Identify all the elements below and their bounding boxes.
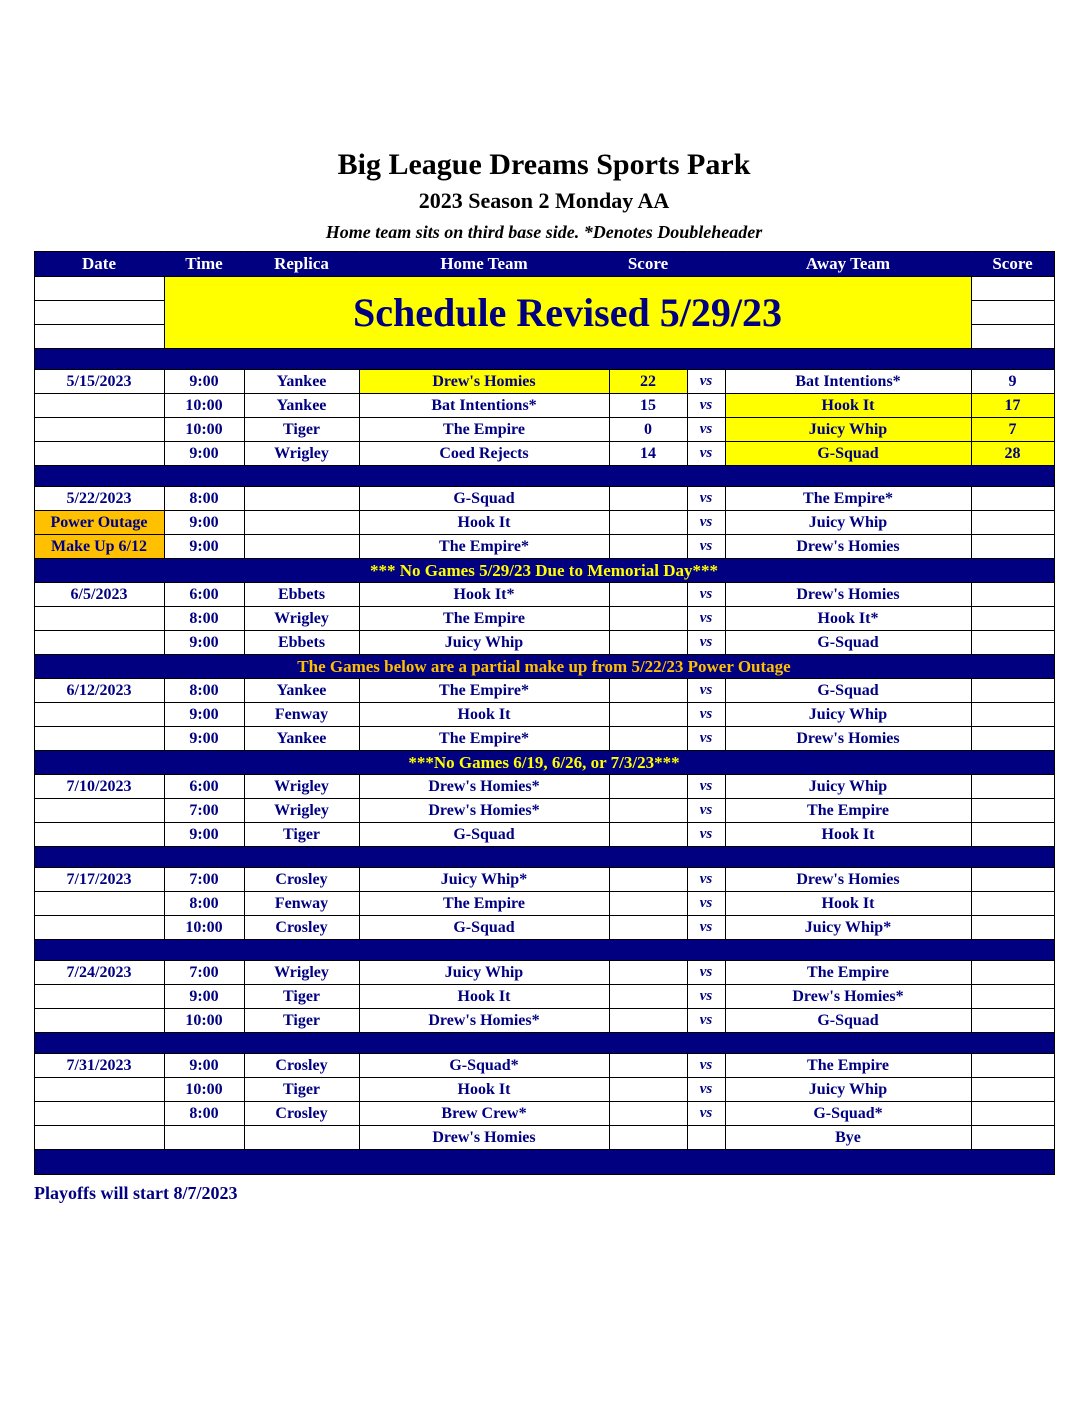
away-team-cell: G-Squad	[725, 679, 971, 703]
home-team-cell: G-Squad	[359, 916, 609, 940]
vs-cell: vs	[687, 703, 725, 727]
away-team-cell: G-Squad	[725, 631, 971, 655]
vs-cell: vs	[687, 1054, 725, 1078]
date-cell: 7/31/2023	[34, 1054, 164, 1078]
vs-cell: vs	[687, 892, 725, 916]
away-score-cell	[971, 1102, 1054, 1126]
col-header-time: Time	[164, 252, 244, 277]
away-team-cell: G-Squad*	[725, 1102, 971, 1126]
time-cell: 8:00	[164, 1102, 244, 1126]
away-score-cell	[971, 1009, 1054, 1033]
away-team-cell: Juicy Whip	[725, 703, 971, 727]
game-row	[34, 799, 1054, 823]
away-team-cell: Hook It	[725, 394, 971, 418]
time-cell: 10:00	[164, 1078, 244, 1102]
home-team-cell: Hook It	[359, 703, 609, 727]
home-team-cell: Coed Rejects	[359, 442, 609, 466]
away-score-cell: 9	[971, 370, 1054, 394]
notice-text: The Games below are a partial make up from 5/22/23 Power Outage	[34, 655, 1054, 679]
date-cell: 6/12/2023	[34, 679, 164, 703]
game-row	[34, 487, 1054, 511]
time-cell: 9:00	[164, 985, 244, 1009]
replica-cell	[244, 511, 359, 535]
home-score-cell: 15	[609, 394, 687, 418]
col-header-date: Date	[34, 252, 164, 277]
replica-cell: Tiger	[244, 985, 359, 1009]
home-score-cell	[609, 1078, 687, 1102]
replica-cell: Crosley	[244, 1102, 359, 1126]
replica-cell	[244, 1126, 359, 1150]
away-score-cell	[971, 535, 1054, 559]
vs-cell: vs	[687, 370, 725, 394]
home-score-cell	[609, 583, 687, 607]
away-score-cell	[971, 892, 1054, 916]
replica-cell: Tiger	[244, 1078, 359, 1102]
vs-cell: vs	[687, 961, 725, 985]
home-score-cell	[609, 607, 687, 631]
vs-cell: vs	[687, 985, 725, 1009]
empty-date-cell	[34, 277, 164, 301]
away-score-cell	[971, 583, 1054, 607]
home-score-cell: 14	[609, 442, 687, 466]
date-cell	[34, 1009, 164, 1033]
replica-cell: Fenway	[244, 703, 359, 727]
home-score-cell	[609, 1009, 687, 1033]
home-score-cell	[609, 823, 687, 847]
home-team-cell: Hook It	[359, 985, 609, 1009]
col-header-home-team: Home Team	[359, 252, 609, 277]
replica-cell: Wrigley	[244, 607, 359, 631]
col-header-away-score: Score	[971, 252, 1054, 277]
away-score-cell	[971, 961, 1054, 985]
away-team-cell: Drew's Homies	[725, 583, 971, 607]
notice-row	[34, 655, 1054, 679]
home-score-cell	[609, 775, 687, 799]
date-cell	[34, 1126, 164, 1150]
replica-cell: Crosley	[244, 916, 359, 940]
date-cell	[34, 394, 164, 418]
separator-bar	[34, 1033, 1054, 1054]
away-score-cell	[971, 487, 1054, 511]
game-row	[34, 511, 1054, 535]
home-score-cell	[609, 892, 687, 916]
away-team-cell: Hook It	[725, 892, 971, 916]
home-team-cell: The Empire*	[359, 727, 609, 751]
time-cell: 9:00	[164, 1054, 244, 1078]
time-cell: 8:00	[164, 679, 244, 703]
time-cell: 10:00	[164, 1009, 244, 1033]
replica-cell	[244, 487, 359, 511]
separator-bar	[34, 349, 1054, 370]
away-team-cell: Juicy Whip*	[725, 916, 971, 940]
date-cell: Power Outage	[34, 511, 164, 535]
replica-cell: Crosley	[244, 868, 359, 892]
date-cell	[34, 1078, 164, 1102]
away-score-cell	[971, 679, 1054, 703]
game-row	[34, 607, 1054, 631]
separator-row	[34, 847, 1054, 868]
game-row	[34, 703, 1054, 727]
home-team-cell: Juicy Whip	[359, 961, 609, 985]
home-score-cell: 22	[609, 370, 687, 394]
replica-cell: Yankee	[244, 727, 359, 751]
date-cell: 7/17/2023	[34, 868, 164, 892]
separator-bar	[34, 847, 1054, 868]
away-score-cell	[971, 703, 1054, 727]
date-cell	[34, 823, 164, 847]
away-score-cell	[971, 916, 1054, 940]
home-score-cell	[609, 916, 687, 940]
home-score-cell	[609, 487, 687, 511]
vs-cell: vs	[687, 442, 725, 466]
home-score-cell	[609, 1126, 687, 1150]
game-row	[34, 985, 1054, 1009]
date-cell	[34, 727, 164, 751]
date-cell: Make Up 6/12	[34, 535, 164, 559]
vs-cell: vs	[687, 394, 725, 418]
game-row	[34, 631, 1054, 655]
replica-cell: Wrigley	[244, 961, 359, 985]
vs-cell: vs	[687, 535, 725, 559]
col-header-home-score: Score	[609, 252, 687, 277]
separator-row	[34, 1150, 1054, 1175]
banner-row	[34, 277, 1054, 301]
vs-cell: vs	[687, 1102, 725, 1126]
away-score-cell	[971, 985, 1054, 1009]
separator-bar	[34, 466, 1054, 487]
replica-cell	[244, 535, 359, 559]
time-cell: 8:00	[164, 607, 244, 631]
game-row	[34, 1078, 1054, 1102]
separator-bar	[34, 940, 1054, 961]
time-cell: 7:00	[164, 961, 244, 985]
away-team-cell: The Empire	[725, 799, 971, 823]
empty-date-cell	[34, 301, 164, 325]
vs-cell: vs	[687, 679, 725, 703]
away-team-cell: Bye	[725, 1126, 971, 1150]
home-team-cell: Drew's Homies*	[359, 1009, 609, 1033]
home-score-cell	[609, 1102, 687, 1126]
separator-row	[34, 1033, 1054, 1054]
game-row	[34, 868, 1054, 892]
date-cell: 7/24/2023	[34, 961, 164, 985]
away-score-cell: 7	[971, 418, 1054, 442]
home-team-cell: The Empire*	[359, 535, 609, 559]
home-team-cell: G-Squad	[359, 487, 609, 511]
game-row	[34, 727, 1054, 751]
home-score-cell	[609, 703, 687, 727]
home-score-cell	[609, 1054, 687, 1078]
vs-cell: vs	[687, 823, 725, 847]
time-cell: 10:00	[164, 394, 244, 418]
date-cell: 7/10/2023	[34, 775, 164, 799]
date-cell	[34, 703, 164, 727]
away-score-cell	[971, 823, 1054, 847]
home-team-cell: The Empire	[359, 607, 609, 631]
replica-cell: Tiger	[244, 418, 359, 442]
game-row	[34, 961, 1054, 985]
table-header-row	[34, 252, 1054, 277]
page-subtitle: 2023 Season 2 Monday AA	[418, 188, 670, 213]
time-cell: 9:00	[164, 511, 244, 535]
home-score-cell	[609, 985, 687, 1009]
replica-cell: Ebbets	[244, 631, 359, 655]
vs-cell: vs	[687, 511, 725, 535]
time-cell: 9:00	[164, 823, 244, 847]
empty-score-cell	[971, 277, 1054, 301]
time-cell: 9:00	[164, 370, 244, 394]
away-score-cell	[971, 775, 1054, 799]
vs-cell: vs	[687, 607, 725, 631]
replica-cell: Tiger	[244, 823, 359, 847]
home-score-cell	[609, 799, 687, 823]
game-row	[34, 823, 1054, 847]
notice-row	[34, 559, 1054, 583]
separator-row	[34, 940, 1054, 961]
game-row	[34, 583, 1054, 607]
date-cell	[34, 916, 164, 940]
game-row	[34, 892, 1054, 916]
away-team-cell: Drew's Homies*	[725, 985, 971, 1009]
col-header-vs	[687, 252, 725, 277]
notice-row	[34, 751, 1054, 775]
vs-cell: vs	[687, 916, 725, 940]
date-cell	[34, 985, 164, 1009]
col-header-replica: Replica	[244, 252, 359, 277]
time-cell: 8:00	[164, 487, 244, 511]
away-team-cell: Drew's Homies	[725, 868, 971, 892]
date-cell	[34, 607, 164, 631]
vs-cell	[687, 1126, 725, 1150]
date-cell: 6/5/2023	[34, 583, 164, 607]
date-cell	[34, 631, 164, 655]
home-team-cell: Brew Crew*	[359, 1102, 609, 1126]
replica-cell: Crosley	[244, 1054, 359, 1078]
vs-cell: vs	[687, 487, 725, 511]
game-row	[34, 535, 1054, 559]
home-team-cell: Bat Intentions*	[359, 394, 609, 418]
game-row	[34, 370, 1054, 394]
away-score-cell	[971, 607, 1054, 631]
home-team-cell: G-Squad*	[359, 1054, 609, 1078]
away-team-cell: Drew's Homies	[725, 535, 971, 559]
away-team-cell: G-Squad	[725, 442, 971, 466]
game-row	[34, 1009, 1054, 1033]
time-cell: 6:00	[164, 583, 244, 607]
date-cell	[34, 799, 164, 823]
time-cell: 9:00	[164, 535, 244, 559]
away-score-cell	[971, 727, 1054, 751]
vs-cell: vs	[687, 775, 725, 799]
home-score-cell	[609, 679, 687, 703]
date-cell	[34, 442, 164, 466]
replica-cell: Ebbets	[244, 583, 359, 607]
home-score-cell	[609, 868, 687, 892]
empty-score-cell	[971, 325, 1054, 349]
game-row	[34, 394, 1054, 418]
empty-date-cell	[34, 325, 164, 349]
away-team-cell: Juicy Whip	[725, 775, 971, 799]
replica-cell: Wrigley	[244, 775, 359, 799]
time-cell: 7:00	[164, 868, 244, 892]
away-team-cell: Bat Intentions*	[725, 370, 971, 394]
notice-text: *** No Games 5/29/23 Due to Memorial Day***	[34, 559, 1054, 583]
vs-cell: vs	[687, 799, 725, 823]
time-cell: 10:00	[164, 916, 244, 940]
vs-cell: vs	[687, 868, 725, 892]
home-score-cell: 0	[609, 418, 687, 442]
home-team-cell: Drew's Homies	[359, 370, 609, 394]
away-team-cell: The Empire	[725, 1054, 971, 1078]
vs-cell: vs	[687, 583, 725, 607]
time-cell: 10:00	[164, 418, 244, 442]
away-score-cell: 28	[971, 442, 1054, 466]
home-team-cell: Juicy Whip*	[359, 868, 609, 892]
away-team-cell: Drew's Homies	[725, 727, 971, 751]
date-cell	[34, 418, 164, 442]
date-cell	[34, 892, 164, 916]
away-team-cell: The Empire*	[725, 487, 971, 511]
time-cell: 9:00	[164, 703, 244, 727]
schedule-revised-banner: Schedule Revised 5/29/23	[164, 277, 971, 349]
rules-note: Home team sits on third base side. *Denotes Doubleheader	[325, 222, 763, 242]
date-cell: 5/22/2023	[34, 487, 164, 511]
away-score-cell	[971, 511, 1054, 535]
home-team-cell: Hook It	[359, 511, 609, 535]
time-cell: 7:00	[164, 799, 244, 823]
game-row	[34, 775, 1054, 799]
home-team-cell: The Empire	[359, 892, 609, 916]
home-team-cell: The Empire*	[359, 679, 609, 703]
away-team-cell: G-Squad	[725, 1009, 971, 1033]
empty-score-cell	[971, 301, 1054, 325]
time-cell: 9:00	[164, 631, 244, 655]
notice-text: ***No Games 6/19, 6/26, or 7/3/23***	[34, 751, 1054, 775]
schedule-table	[34, 251, 1055, 1175]
home-team-cell: Drew's Homies*	[359, 775, 609, 799]
replica-cell: Yankee	[244, 394, 359, 418]
page-title: Big League Dreams Sports Park	[337, 148, 751, 181]
vs-cell: vs	[687, 1078, 725, 1102]
time-cell	[164, 1126, 244, 1150]
game-row	[34, 418, 1054, 442]
game-row	[34, 442, 1054, 466]
away-score-cell	[971, 1054, 1054, 1078]
replica-cell: Yankee	[244, 679, 359, 703]
away-team-cell: The Empire	[725, 961, 971, 985]
separator-row	[34, 466, 1054, 487]
time-cell: 6:00	[164, 775, 244, 799]
away-score-cell	[971, 1126, 1054, 1150]
away-team-cell: Juicy Whip	[725, 1078, 971, 1102]
date-cell	[34, 1102, 164, 1126]
replica-cell: Fenway	[244, 892, 359, 916]
replica-cell: Wrigley	[244, 799, 359, 823]
away-score-cell	[971, 1078, 1054, 1102]
home-team-cell: Drew's Homies	[359, 1126, 609, 1150]
vs-cell: vs	[687, 727, 725, 751]
time-cell: 9:00	[164, 442, 244, 466]
col-header-away-team: Away Team	[725, 252, 971, 277]
separator-bar	[34, 1150, 1054, 1175]
replica-cell: Tiger	[244, 1009, 359, 1033]
home-team-cell: Hook It*	[359, 583, 609, 607]
game-row	[34, 679, 1054, 703]
game-row	[34, 1126, 1054, 1150]
away-team-cell: Hook It	[725, 823, 971, 847]
home-team-cell: The Empire	[359, 418, 609, 442]
game-row	[34, 1054, 1054, 1078]
date-cell: 5/15/2023	[34, 370, 164, 394]
vs-cell: vs	[687, 631, 725, 655]
game-row	[34, 916, 1054, 940]
time-cell: 9:00	[164, 727, 244, 751]
time-cell: 8:00	[164, 892, 244, 916]
home-score-cell	[609, 535, 687, 559]
separator-row	[34, 349, 1054, 370]
away-team-cell: Hook It*	[725, 607, 971, 631]
vs-cell: vs	[687, 418, 725, 442]
home-team-cell: Juicy Whip	[359, 631, 609, 655]
vs-cell: vs	[687, 1009, 725, 1033]
away-score-cell: 17	[971, 394, 1054, 418]
home-score-cell	[609, 961, 687, 985]
away-team-cell: Juicy Whip	[725, 511, 971, 535]
away-score-cell	[971, 799, 1054, 823]
away-score-cell	[971, 868, 1054, 892]
home-team-cell: G-Squad	[359, 823, 609, 847]
home-score-cell	[609, 631, 687, 655]
home-team-cell: Hook It	[359, 1078, 609, 1102]
away-team-cell: Juicy Whip	[725, 418, 971, 442]
replica-cell: Wrigley	[244, 442, 359, 466]
replica-cell: Yankee	[244, 370, 359, 394]
home-score-cell	[609, 511, 687, 535]
game-row	[34, 1102, 1054, 1126]
home-score-cell	[609, 727, 687, 751]
playoffs-note: Playoffs will start 8/7/2023	[34, 1183, 238, 1203]
home-team-cell: Drew's Homies*	[359, 799, 609, 823]
away-score-cell	[971, 631, 1054, 655]
